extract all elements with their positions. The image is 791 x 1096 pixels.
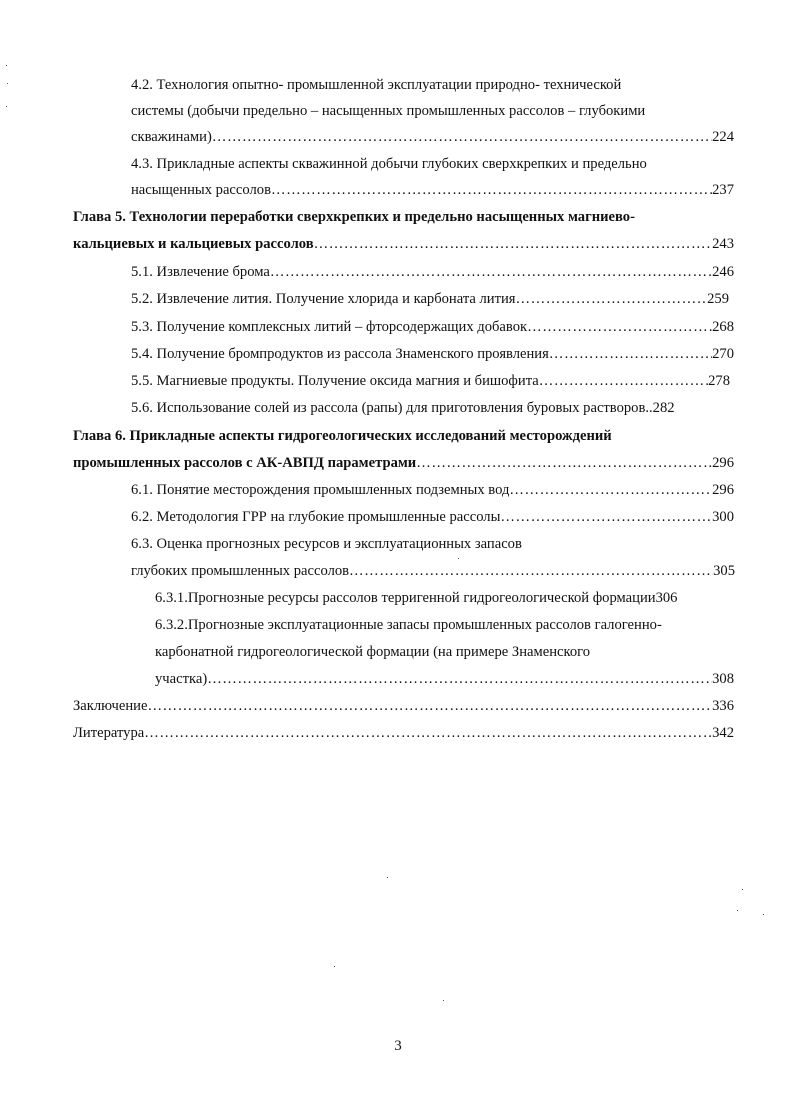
page-ref: 296: [712, 455, 734, 471]
leader-dots: [314, 235, 713, 253]
page-number: 3: [394, 1038, 402, 1054]
page-ref: 243: [712, 236, 734, 252]
page-ref: 336: [712, 698, 734, 714]
scan-speck: [742, 889, 743, 890]
scan-speck: [737, 910, 738, 911]
leader-dots: [270, 263, 712, 281]
leader-dots: [144, 724, 712, 742]
page-ref: 259: [707, 291, 729, 307]
page-ref: 246: [712, 264, 734, 280]
leader-dots: [516, 290, 708, 308]
toc-entry-6-3-1: 6.3.1.Прогнозные ресурсы рассолов терригенной гидрогеологической формации 306: [155, 590, 678, 606]
scan-speck: [6, 65, 7, 66]
page-ref: 282: [652, 400, 675, 416]
scan-speck: [7, 83, 8, 84]
toc-entry-6-3-2-line1: 6.3.2.Прогнозные эксплуатационные запасы промышленных рассолов галогенно-: [155, 617, 662, 633]
page-ref: 300: [712, 509, 734, 525]
scan-speck: [443, 1000, 444, 1001]
scan-speck: [334, 966, 335, 967]
page-ref: 306: [655, 590, 678, 606]
page-ref: 268: [712, 319, 734, 335]
toc-conclusion: Заключение ………………………………………………………………………………………………………………………………………………………………………………………………………… 336: [73, 697, 734, 715]
leader-dots: [500, 508, 712, 526]
toc-entry-5-5: 5.5. Магниевые продукты. Получение оксида магния и бишофита ………………………………………………………………………………………………………………………………………………………………………………………………………… 278: [131, 372, 730, 390]
leader-dots: [509, 481, 712, 499]
leader-dots: [147, 697, 712, 715]
toc-entry-5-2: 5.2. Извлечение лития. Получение хлорида и карбоната лития ………………………………………………………………………………………………………………………………………………………………………………………………………… 259: [131, 290, 729, 308]
page-ref: 224: [712, 129, 734, 145]
toc-entry-4-2-line3: скважинами) ………………………………………………………………………………………………………………………………………………………………………………………………………… 224: [131, 128, 734, 146]
scan-speck: [387, 877, 388, 878]
toc-literature: Литература ………………………………………………………………………………………………………………………………………………………………………………………………………… 342: [73, 724, 734, 742]
toc-entry-6-1: 6.1. Понятие месторождения промышленных подземных вод ………………………………………………………………………………………………………………………………………………………………………………………………………… 296: [131, 481, 734, 499]
toc-entry-5-3: 5.3. Получение комплексных литий – фторсодержащих добавок ………………………………………………………………………………………………………………………………………………………………………………………………………… 268: [131, 318, 734, 336]
scan-speck: [458, 558, 459, 559]
toc-entry-4-2-line1: 4.2. Технология опытно- промышленной эксплуатации природно- технической: [131, 77, 622, 93]
page-ref: 308: [712, 671, 734, 687]
toc-chapter-5-line2: кальциевых и кальциевых рассолов ………………………………………………………………………………………………………………………………………………………………………………………………………… 243: [73, 235, 734, 253]
toc-entry-5-1: 5.1. Извлечение брома ………………………………………………………………………………………………………………………………………………………………………………………………………… 246: [131, 263, 734, 281]
page-ref: 296: [712, 482, 734, 498]
toc-entry-4-2-line2: системы (добычи предельно – насыщенных промышленных рассолов – глубокими: [131, 103, 646, 119]
toc-entry-6-3-line2: глубоких промышленных рассолов ………………………………………………………………………………………………………………………………………………………………………………………………………… 305: [131, 562, 735, 580]
toc-entry-6-3-line1: 6.3. Оценка прогнозных ресурсов и эксплуатационных запасов: [131, 536, 522, 552]
scan-speck: [763, 914, 764, 915]
leader-dots: [549, 345, 712, 363]
page-ref: 278: [708, 373, 730, 389]
toc-chapter-5-line1: Глава 5. Технологии переработки сверхкрепких и предельно насыщенных магниево-: [73, 209, 635, 225]
toc-entry-5-6: 5.6. Использование солей из рассола (рапы) для приготовления буровых растворов.. 282: [131, 400, 675, 416]
leader-dots: [539, 372, 708, 390]
toc-entry-6-3-2-line3: участка) ………………………………………………………………………………………………………………………………………………………………………………………………………… 308: [155, 670, 734, 688]
toc-entry-4-3-line1: 4.3. Прикладные аспекты скважинной добычи глубоких сверхкрепких и предельно: [131, 156, 647, 172]
page-ref: 305: [713, 563, 735, 579]
leader-dots: [349, 562, 713, 580]
leader-dots: [271, 181, 712, 199]
page-ref: 270: [712, 346, 734, 362]
page-ref: 237: [712, 182, 734, 198]
leader-dots: [212, 128, 712, 146]
scan-speck: [6, 106, 7, 107]
leader-dots: [416, 454, 712, 472]
toc-chapter-6-line1: Глава 6. Прикладные аспекты гидрогеологических исследований месторождений: [73, 428, 612, 444]
toc-entry-4-3-line2: насыщенных рассолов ………………………………………………………………………………………………………………………………………………………………………………………………………… 237: [131, 181, 734, 199]
leader-dots: [207, 670, 712, 688]
page-ref: 342: [712, 725, 734, 741]
toc-entry-6-2: 6.2. Методология ГРР на глубокие промышленные рассолы ………………………………………………………………………………………………………………………………………………………………………………………………………… 300: [131, 508, 734, 526]
toc-entry-6-3-2-line2: карбонатной гидрогеологической формации (на примере Знаменского: [155, 644, 591, 660]
toc-entry-5-4: 5.4. Получение бромпродуктов из рассола Знаменского проявления ………………………………………………………………………………………………………………………………………………………………………………………………………… 270: [131, 345, 734, 363]
leader-dots: [527, 318, 712, 336]
toc-chapter-6-line2: промышленных рассолов с АК-АВПД параметрами ………………………………………………………………………………………………………………………………………………………………………………………………………… 296: [73, 454, 734, 472]
